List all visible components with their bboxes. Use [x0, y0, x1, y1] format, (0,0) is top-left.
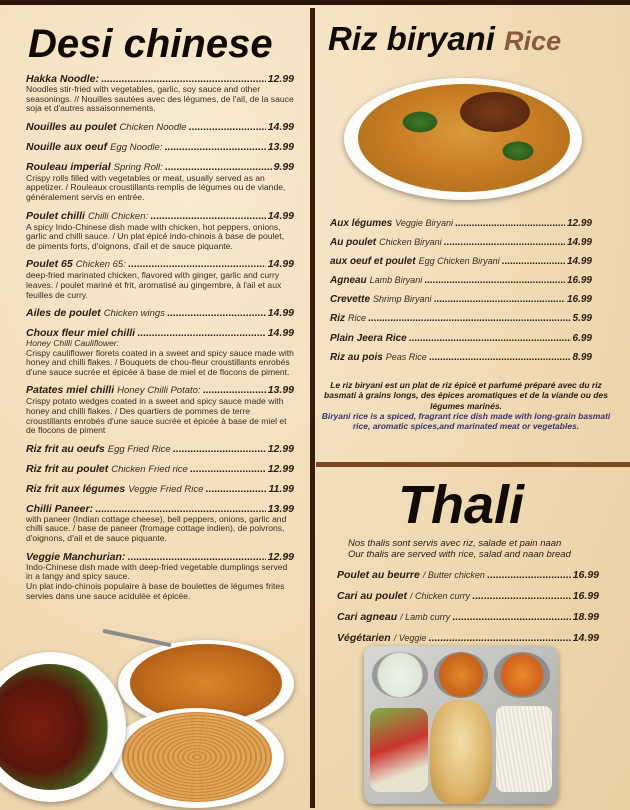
item-price: 12.99: [267, 550, 294, 563]
riz-biryani-title: [328, 22, 561, 55]
item-price: 14.99: [267, 258, 294, 271]
curry-bowl: [434, 652, 488, 698]
item-english-name: Chicken Fried rice: [111, 463, 188, 475]
item-name: Choux fleur miel chilli: [26, 327, 136, 340]
item-name: Chilli Paneer:: [26, 502, 94, 515]
item-price: 13.99: [267, 140, 294, 153]
item-price: 8.99: [572, 351, 592, 363]
item-name: Agneau: [330, 275, 367, 287]
item-price: 13.99: [267, 384, 294, 397]
rice-title-accent: Rice: [504, 26, 562, 56]
item-english-name: / Veggie: [393, 633, 427, 644]
item-price: 18.99: [572, 611, 599, 624]
item-english-name: Veggie Fried Rice: [128, 483, 204, 495]
item-english-name: Chicken 65:: [75, 259, 126, 271]
item-english-name: Egg Chicken Biryani: [418, 256, 500, 267]
menu-item-rouleau-imperial: [26, 161, 294, 203]
rice-portion: [496, 706, 552, 792]
item-name: Végétarien: [337, 632, 391, 645]
item-name: Aux légumes: [330, 218, 393, 229]
vertical-divider: [310, 8, 315, 808]
item-name: Riz frit au poulet: [26, 462, 109, 475]
item-english-name: Egg Fried Rice: [107, 443, 171, 455]
item-english-name: Lamb Biryani: [369, 275, 423, 286]
menu-item-poulet-chilli: [26, 210, 294, 252]
item-english-name: / Lamb curry: [400, 612, 451, 623]
item-name: Hakka Noodle:: [26, 73, 99, 85]
menu-item-poulet-65: [26, 258, 294, 300]
item-price: 12.99: [267, 442, 294, 455]
item-name: Nouille aux oeuf: [26, 140, 108, 153]
raita-bowl: [372, 652, 428, 698]
riz-biryani-title-text: Riz biryani: [328, 20, 495, 57]
butter-chicken-bowl: [494, 652, 550, 698]
menu-item-patates-miel: [26, 384, 294, 435]
item-description: Crispy rolls filled with vegetables or meat, usually served as an appetizer. / Rouleaux croustillants remplis de légumes ou de viande, généralement servis en entrée.: [26, 172, 286, 202]
item-price: 6.99: [572, 332, 592, 344]
item-english-name: Chilli Chicken:: [87, 210, 149, 222]
biryani-herbs: [500, 140, 536, 162]
menu-item-veggie-manchurian: [26, 551, 294, 602]
item-name: Riz: [330, 313, 345, 325]
menu-item-cari-agneau: [337, 611, 599, 623]
thali-menu: [337, 569, 599, 653]
biryani-meat: [460, 92, 530, 132]
item-name: Cari agneau: [337, 611, 398, 624]
item-description: deep-fried marinated chicken, flavored with ginger, garlic and curry leaves. / poulet mariné et frit, aromatisé au gingembre, à l'ail et aux feuilles de curry.: [26, 270, 282, 300]
item-description: Indo-Chinese dish made with deep-fried vegetable dumplings served in a tangy and spicy sauce. Un plat indo-chinois populaire à base de boulettes de légumes frites servies dans une sauce acidulée et épicée.: [26, 561, 288, 601]
menu-item-aux-legumes: [330, 218, 592, 230]
item-english-name: Shrimp Biryani: [373, 294, 432, 305]
item-english-name: Veggie Biryani: [395, 218, 453, 228]
item-english-name: Spring Roll:: [113, 161, 163, 173]
menu-item-poulet-beurre: [337, 569, 599, 581]
menu-item-hakka-noodle: [26, 73, 294, 114]
item-description: Crispy potato wedges coated in a sweet and spicy sauce made with honey and chilli flakes. / Des quartiers de pommes de terre croustillants enrobés d'une sauce sucrée et épicée à base de miel et de flocons de piment: [26, 396, 287, 436]
item-english-name: / Chicken curry: [410, 591, 471, 602]
item-price: 14.99: [267, 120, 294, 133]
item-price: 16.99: [566, 275, 592, 287]
biryani-description: [320, 380, 612, 432]
item-price: 12.99: [267, 462, 294, 475]
item-name: Patates miel chilli: [26, 384, 115, 397]
thali-note-en: Our thalis are served with rice, salad and naan bread: [348, 549, 571, 561]
item-name: Au poulet: [330, 237, 377, 249]
biryani-description-fr: Le riz biryani est un plat de riz épicé et parfumé préparé avec du riz basmati à grains longs, des épices aromatiques et de la viande ou des légumes marinés.: [324, 380, 608, 411]
item-price: 13.99: [267, 502, 294, 515]
menu-item-choux-fleur: [26, 327, 294, 377]
menu-item-plain-jeera: [330, 333, 592, 345]
item-english-name: Honey Chilli Potato:: [117, 385, 201, 397]
item-english-name: Egg Noodle:: [110, 141, 163, 153]
item-name: Poulet au beurre: [337, 569, 420, 581]
item-description: A spicy Indo-Chinese dish made with chicken, hot peppers, onions, garlic and chilli sauce. / Un plat épicé indo-chinois à base de poulet, de piments forts, d'oignons, d'ail et de sauce piquante.: [26, 221, 284, 251]
menu-item-chilli-paneer: [26, 503, 294, 544]
item-name: Crevette: [330, 294, 371, 306]
desi-chinese-title: Desi chinese: [28, 22, 273, 66]
menu-item-cari-poulet: [337, 590, 599, 602]
item-price: 16.99: [572, 569, 599, 581]
item-name: Ailes de poulet: [26, 307, 101, 320]
biryani-description-en: Biryani rice is a spiced, fragrant rice dish made with long-grain basmati rice, aromatic spices,and marinated meat or vegetables.: [321, 411, 611, 432]
item-name: aux oeuf et poulet: [330, 256, 416, 268]
item-price: 12.99: [566, 218, 592, 229]
item-name: Veggie Manchurian:: [26, 550, 126, 563]
item-price: 9.99: [273, 160, 294, 173]
item-subtitle: Honey Chilli Cauliflower:: [26, 338, 120, 349]
spoon: [102, 629, 171, 647]
menu-item-riz-frit-oeufs: [26, 443, 294, 456]
item-price: 14.99: [267, 327, 294, 340]
item-english-name: Rice: [348, 313, 367, 324]
item-description: Noodles stir-fried with vegetables, garlic, soy sauce and other seasonings. // Nouilles sautées avec des légumes, de l'ail, de la sauce soja et d'autres assaisonnements.: [26, 84, 294, 114]
item-price: 14.99: [566, 256, 592, 268]
menu-item-vegetarien: [337, 632, 599, 644]
item-english-name: Chicken Noodle: [119, 121, 187, 133]
menu-item-nouilles-poulet: [26, 121, 294, 134]
menu-item-au-poulet: [330, 237, 592, 249]
menu-item-riz-frit-legumes: [26, 483, 294, 496]
thali-note: [348, 538, 571, 561]
item-english-name: Chicken Biryani: [379, 237, 442, 248]
item-english-name: / Butter chicken: [422, 570, 485, 580]
menu-item-ailes-poulet: [26, 307, 294, 320]
biryani-herbs: [400, 110, 440, 134]
item-name: Cari au poulet: [337, 590, 408, 603]
menu-item-riz-frit-poulet: [26, 463, 294, 476]
item-name: Plain Jeera Rice: [330, 332, 407, 344]
naan-bread: [430, 700, 492, 804]
item-price: 16.99: [572, 590, 599, 603]
item-description: Crispy cauliflower florets coated in a sweet and spicy sauce made with honey and chilli flakes. / Bouquets de chou-fleur croustillants enrobés d'une sauce sucrée et épicée à base de miel et de flocons de piment.: [26, 347, 294, 377]
thali-note-fr: Nos thalis sont servis avec riz, salade et pain naan: [348, 538, 562, 549]
riz-biryani-menu: [330, 218, 592, 371]
menu-item-riz-au-pois: [330, 352, 592, 364]
item-name: Nouilles au poulet: [26, 120, 117, 133]
item-name: Riz au pois: [330, 351, 383, 363]
item-name: Riz frit au oeufs: [26, 442, 105, 455]
item-price: 14.99: [267, 209, 294, 222]
horizontal-divider: [316, 462, 630, 467]
desi-chinese-menu: [26, 73, 294, 608]
item-name: Rouleau imperial: [26, 160, 111, 173]
item-english-name: Peas Rice: [385, 351, 427, 362]
menu-item-agneau: [330, 275, 592, 287]
salad: [370, 708, 428, 792]
item-price: 5.99: [572, 313, 592, 325]
item-price: 14.99: [572, 632, 599, 645]
menu-item-crevette: [330, 294, 592, 306]
item-price: 12.99: [267, 73, 294, 85]
menu-item-nouille-oeuf: [26, 141, 294, 154]
item-description: with paneer (Indian cottage cheese), bell peppers, onions, garlic and chilli sauce. / base de paneer (fromage cottage indien), de poivrons, d'oignons, d'ail et de sauce piquante.: [26, 513, 287, 543]
item-price: 11.99: [268, 482, 294, 495]
item-price: 14.99: [267, 307, 294, 320]
noodles: [122, 712, 272, 802]
item-english-name: Chicken wings: [103, 308, 165, 320]
item-name: Riz frit aux légumes: [26, 482, 126, 495]
top-border: [0, 0, 630, 5]
item-price: 14.99: [566, 237, 592, 249]
menu-item-oeuf-poulet: [330, 256, 592, 268]
item-name: Poulet 65: [26, 258, 73, 271]
biryani-rice: [358, 84, 570, 192]
item-price: 16.99: [566, 294, 592, 306]
item-name: Poulet chilli: [26, 209, 85, 222]
thali-title: Thali: [398, 475, 525, 535]
menu-item-riz: [330, 313, 592, 325]
